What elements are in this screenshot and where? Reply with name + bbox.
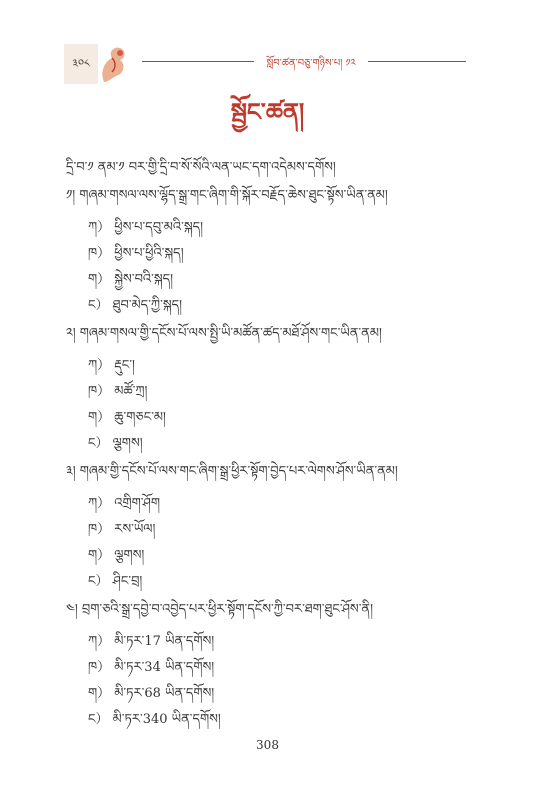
q2-option-a: ཀ） རྡུང་། (88, 358, 135, 373)
q3-option-a: ཀ） འགྲིག་ཤོག (88, 496, 160, 511)
page-title: སྦྱོང་ཚན། (230, 97, 305, 126)
page-number-box: ༣༠༨ (64, 44, 98, 84)
header-rule-right (368, 61, 466, 62)
running-title: སློབ་ཚན་བཅུ་གཉིས་པ། ༡༢ (266, 58, 356, 69)
instruction-line: དྲི་བ་༡ ནམ་༡ བར་གྱི་དྲི་བ་སོ་སོའི་ལན་ཡང་དག་འདེམས་དགོས། (66, 160, 336, 175)
floral-ornament-icon (98, 42, 132, 88)
q3-option-d: ང） ཤིང་བྲ། (88, 574, 143, 589)
q4-option-c: ག） མི་ཏར་68 ཡིན་དགོས། (88, 686, 215, 701)
question-4: ༤། བྲག་ཅའི་སྒྲ་དབྱེ་བ་འབྱེད་པར་ཕྱིར་སྟོག་དངོས་ཀྱི་བར་ཐག་ཐུང་ཤོས་ནི། (66, 602, 373, 617)
question-1: ༡། གཞམ་གསལ་ལས་ལྷོད་སྒྲ་གང་ཞིག་གི་སྐོར་བརྗོད་ཆེས་ཐུང་སྟོས་ཡིན་ནམ། (66, 188, 388, 203)
q4-option-a: ཀ） མི་ཏར་17 ཡིན་དགོས། (88, 634, 215, 649)
q3-option-b: ཁ） རས་ཡོལ། (88, 522, 156, 537)
question-2: ༢། གཞམ་གསལ་གྱི་དངོས་པོ་ལས་སྤྱི་ཡི་མཚོན་ཚད་མཐོ་ཤོས་གང་ཡིན་ནམ། (66, 326, 382, 341)
q1-option-d: ང） ཐུབ་མེད་ཀྱི་སྐད། (88, 298, 183, 313)
q2-option-d: ང） ལྕགས། (88, 436, 143, 451)
question-3: ༣། གཞམ་གྱི་དངོས་པོ་ལས་གང་ཞིག་སྒྲ་ཕྱིར་སྟོག་བྱེད་པར་ལེགས་ཤོས་ཡིན་ནམ། (66, 464, 398, 479)
q2-option-b: ཁ） མཚོ་ཀྲ། (88, 384, 148, 399)
q3-option-c: ག） ལྕགས། (88, 548, 145, 563)
header-rule-left (142, 61, 254, 62)
q1-option-a: ཀ） ཕྱིས་པ་དབུ་མའི་སྐད། (88, 220, 204, 235)
page-header (0, 0, 535, 100)
q4-option-b: ཁ） མི་ཏར་34 ཡིན་དགོས། (88, 660, 215, 675)
q1-option-b: ཁ） ཕྱིས་པ་ཕྱིའི་སྐད། (88, 246, 184, 261)
q1-option-c: ག） སྐྱེས་བའི་སྐད། (88, 272, 174, 287)
page-number-footer: 308 (256, 738, 279, 752)
q4-option-d: ང） མི་ཏར་340 ཡིན་དགོས། (88, 712, 221, 727)
q2-option-c: ག） ཆུ་གཅང་མ། (88, 410, 166, 425)
